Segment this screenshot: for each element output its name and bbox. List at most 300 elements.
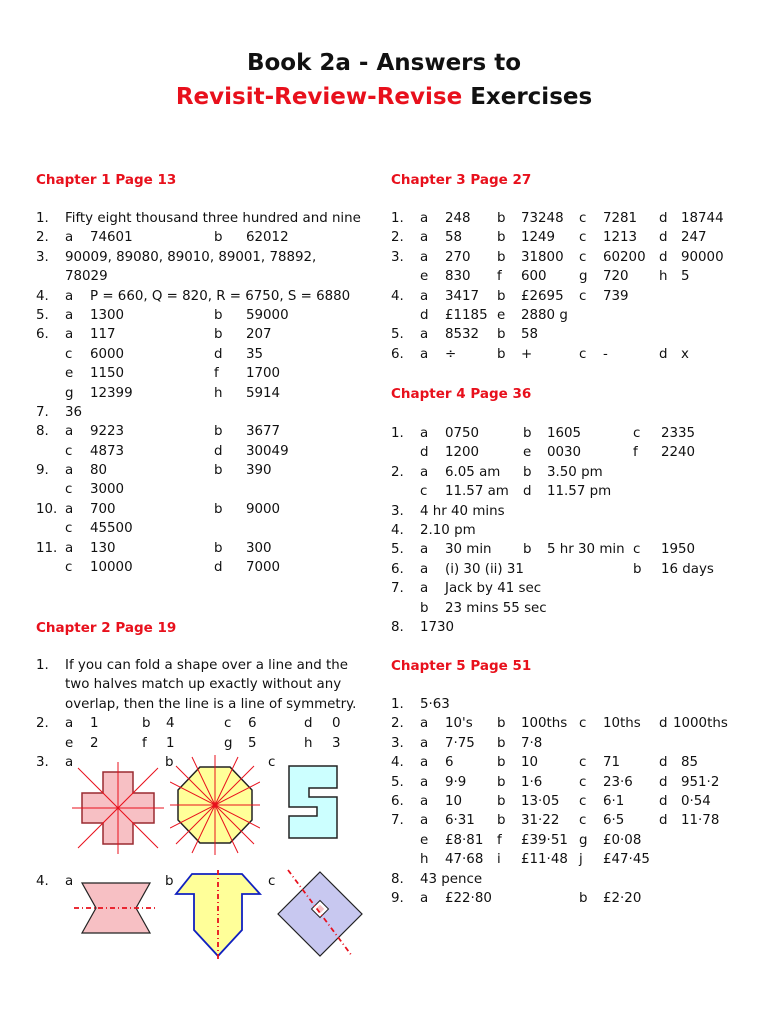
answer-cell: c <box>65 482 73 498</box>
answer-cell: a <box>420 327 429 343</box>
answer-cell: 390 <box>246 463 272 479</box>
answer-cell: b <box>579 890 588 906</box>
answer-cell: 100ths <box>521 716 568 732</box>
answer-row <box>36 403 386 422</box>
answer-cell: g <box>65 385 74 401</box>
answer-cell: 1000ths <box>673 716 728 732</box>
answer-cell: a <box>420 793 429 809</box>
answer-cell: 5. <box>36 307 49 323</box>
answer-cell: a <box>65 327 74 343</box>
answer-row <box>391 267 761 286</box>
answer-cell: c <box>579 755 587 771</box>
answer-cell: 7·8 <box>521 735 543 751</box>
answer-cell: b <box>497 813 506 829</box>
answer-cell: b <box>214 327 223 343</box>
answer-row <box>391 325 761 344</box>
answer-cell: 11.57 pm <box>547 484 612 500</box>
answer-cell: g <box>579 832 588 848</box>
answer-cell: c <box>65 521 73 537</box>
hourglass-shape-diagram <box>70 875 160 945</box>
chapter-1-heading: Chapter 1 Page 13 <box>36 172 177 188</box>
answer-cell: a <box>420 211 429 226</box>
answer-cell: 6. <box>36 327 49 343</box>
answer-row <box>391 209 761 228</box>
answer-cell: 9223 <box>90 424 125 440</box>
answer-cell: 7. <box>391 813 404 829</box>
answer-cell: c <box>579 716 587 732</box>
answer-cell: 6 <box>248 716 257 732</box>
answer-row <box>36 364 386 383</box>
answer-cell: 0·54 <box>681 793 711 809</box>
answer-cell: c <box>633 542 641 558</box>
answer-cell: 117 <box>90 327 116 343</box>
answer-cell: 6·5 <box>603 813 625 829</box>
answer-cell: £39·51 <box>521 832 568 848</box>
answer-cell: d <box>659 755 668 771</box>
answer-cell: 0 <box>332 716 341 732</box>
answer-cell: b <box>214 307 223 323</box>
answer-cell: e <box>420 832 429 848</box>
answer-cell: - <box>603 346 608 362</box>
answer-cell: 1. <box>36 658 49 673</box>
answer-cell: c <box>579 774 587 790</box>
answer-cell: 207 <box>246 327 272 343</box>
answer-cell: 5 <box>248 735 257 751</box>
answer-cell: £2695 <box>521 288 564 304</box>
answer-cell: a <box>420 426 429 441</box>
answer-cell: e <box>523 445 532 461</box>
answer-cell: 5. <box>391 774 404 790</box>
answer-cell: c <box>65 443 73 459</box>
answer-cell: 90000 <box>681 249 724 265</box>
answer-cell: 43 pence <box>420 871 483 887</box>
answer-cell: d <box>304 716 313 732</box>
answer-cell: a <box>420 774 429 790</box>
answer-cell: f <box>497 269 502 285</box>
answer-cell: 4 hr 40 mins <box>420 503 505 519</box>
answer-cell: f <box>142 735 147 751</box>
answer-cell: 2. <box>391 464 404 480</box>
answer-cell: two halves match up exactly without any <box>65 677 342 693</box>
answer-cell: a <box>65 230 74 246</box>
answer-row <box>391 228 761 247</box>
answer-cell: 1700 <box>246 366 281 382</box>
answer-cell: 11.57 am <box>445 484 509 500</box>
answer-row <box>36 500 386 519</box>
answer-cell: d <box>659 346 668 362</box>
answer-cell: 5·63 <box>420 697 450 712</box>
answer-cell: d <box>659 249 668 265</box>
answer-cell: + <box>521 346 533 362</box>
answer-row <box>391 306 761 325</box>
answer-cell: £2·20 <box>603 890 642 906</box>
answer-cell: Jack by 41 sec <box>445 581 542 597</box>
answer-row <box>391 618 761 637</box>
answer-cell: d <box>420 445 429 461</box>
answer-cell: 830 <box>445 269 471 285</box>
answer-cell: 4 <box>166 716 175 732</box>
answer-cell: 1. <box>391 426 404 441</box>
answer-cell: 9000 <box>246 501 281 517</box>
answer-cell: 1. <box>391 697 404 712</box>
answer-row <box>36 384 386 403</box>
chapter-1-answers <box>36 209 386 577</box>
page-title-line1: Book 2a - Answers to <box>246 50 522 76</box>
answer-cell: 1730 <box>420 619 455 635</box>
answer-cell: 270 <box>445 249 471 265</box>
answer-cell: h <box>659 269 668 285</box>
answer-row <box>391 463 761 482</box>
chapter-3-heading: Chapter 3 Page 27 <box>391 172 532 188</box>
answer-cell: c <box>633 426 641 441</box>
answer-cell: 12399 <box>90 385 133 401</box>
answer-row <box>36 539 386 558</box>
answer-cell: d <box>523 484 532 500</box>
answer-cell: a <box>65 288 74 304</box>
answer-cell: b <box>497 346 506 362</box>
answer-cell: a <box>420 346 429 362</box>
answer-cell: e <box>420 269 429 285</box>
title-rest: Exercises <box>470 84 593 110</box>
answer-cell: 31800 <box>521 249 564 265</box>
cross-shape-diagram <box>70 760 166 856</box>
answer-cell: 3. <box>391 503 404 519</box>
answer-row <box>36 287 386 306</box>
answer-cell: a <box>420 230 429 246</box>
answer-cell: 74601 <box>90 230 133 246</box>
answer-row <box>391 599 761 618</box>
answer-cell: d <box>659 230 668 246</box>
answer-row <box>36 345 386 364</box>
answer-cell: 7281 <box>603 211 638 226</box>
answer-cell: d <box>214 443 223 459</box>
answer-cell: g <box>579 269 588 285</box>
answer-row <box>36 422 386 441</box>
answer-cell: a <box>420 288 429 304</box>
answer-row <box>391 811 761 830</box>
answer-cell: 58 <box>521 327 539 343</box>
answer-cell: b <box>214 501 223 517</box>
answer-cell: 80 <box>90 463 108 479</box>
answer-cell: ÷ <box>445 346 457 362</box>
answer-cell: 2. <box>36 716 49 732</box>
chapter-5-answers <box>391 695 761 908</box>
answer-row <box>391 889 761 908</box>
answer-cell: b <box>497 288 506 304</box>
answer-cell: 2880 g <box>521 307 568 323</box>
answer-row <box>391 345 761 364</box>
answer-cell: h <box>420 852 429 868</box>
answer-cell: 16 days <box>661 561 714 577</box>
answer-cell: 8. <box>391 871 404 887</box>
answer-row <box>391 424 761 443</box>
answer-cell: 6.05 am <box>445 464 501 480</box>
answer-cell: 7·75 <box>445 735 475 751</box>
answer-cell: g <box>224 735 233 751</box>
answer-cell: 78029 <box>65 269 108 285</box>
answer-cell: 1·6 <box>521 774 543 790</box>
answer-cell: f <box>633 445 638 461</box>
answer-cell: a <box>65 501 74 517</box>
answer-row <box>36 656 386 675</box>
answer-row <box>391 521 761 540</box>
answer-cell: 7000 <box>246 560 281 576</box>
answer-cell: (i) 30 (ii) 31 <box>445 561 524 577</box>
answer-cell: b <box>497 716 506 732</box>
answer-cell: £22·80 <box>445 890 492 906</box>
answer-cell: b <box>497 755 506 771</box>
answer-row <box>36 442 386 461</box>
answer-cell: 739 <box>603 288 629 304</box>
answer-row <box>391 870 761 889</box>
answer-cell: 130 <box>90 540 116 556</box>
answer-cell: 4. <box>391 522 404 538</box>
answer-cell: If you can fold a shape over a line and the <box>65 658 349 673</box>
answer-cell: a <box>65 540 74 556</box>
answer-cell: b <box>214 424 223 440</box>
answer-cell: 11. <box>36 540 58 556</box>
answer-cell: 9·9 <box>445 774 467 790</box>
answer-cell: 31·22 <box>521 813 560 829</box>
answer-cell: h <box>304 735 313 751</box>
answer-cell: 3 <box>332 735 341 751</box>
answer-row <box>36 325 386 344</box>
answer-cell: P = 660, Q = 820, R = 6750, S = 6880 <box>90 288 351 304</box>
answer-cell: d <box>659 813 668 829</box>
s-shape-diagram <box>285 762 341 842</box>
answer-cell: £1185 <box>445 307 488 323</box>
answer-cell: d <box>214 560 223 576</box>
answer-cell: 58 <box>445 230 463 246</box>
answer-cell: d <box>420 307 429 323</box>
answer-cell: c <box>420 484 428 500</box>
answer-cell: a <box>420 464 429 480</box>
answer-cell: 9. <box>36 463 49 479</box>
answer-cell: 4873 <box>90 443 125 459</box>
answer-cell: 30049 <box>246 443 289 459</box>
answer-cell: 30 min <box>445 542 492 558</box>
answer-cell: overlap, then the line is a line of symmetry. <box>65 696 357 712</box>
answer-row <box>36 461 386 480</box>
answer-cell: b <box>497 327 506 343</box>
answer-cell: c <box>65 560 73 576</box>
answer-cell: £0·08 <box>603 832 642 848</box>
answer-row <box>36 675 386 694</box>
answer-cell: 1. <box>36 211 49 226</box>
answer-cell: 3000 <box>90 482 125 498</box>
answer-cell: e <box>65 735 74 751</box>
answer-cell: a <box>420 735 429 751</box>
answer-cell: 4. <box>391 288 404 304</box>
answer-row <box>391 714 761 733</box>
answer-cell: 10's <box>445 716 473 732</box>
answer-cell: 2. <box>391 230 404 246</box>
answer-cell: 9. <box>391 890 404 906</box>
answer-cell: 47·68 <box>445 852 484 868</box>
answer-cell: 1200 <box>445 445 480 461</box>
answer-row <box>36 519 386 538</box>
answer-cell: f <box>497 832 502 848</box>
answer-cell: 8. <box>391 619 404 635</box>
answer-cell: 23 mins 55 sec <box>445 600 547 616</box>
chapter-2-answers <box>36 656 386 753</box>
answer-cell: 1 <box>90 716 99 732</box>
answer-cell: 3.50 pm <box>547 464 603 480</box>
answer-cell: c <box>579 346 587 362</box>
answer-cell: b <box>497 735 506 751</box>
answer-cell: a <box>420 581 429 597</box>
answer-cell: b <box>420 600 429 616</box>
answer-cell: 62012 <box>246 230 289 246</box>
answer-cell: Fifty eight thousand three hundred and nine <box>65 211 361 226</box>
answer-row <box>391 695 761 714</box>
answer-cell: 5. <box>391 542 404 558</box>
answer-cell: 7. <box>391 581 404 597</box>
chapter-3-answers <box>391 209 761 364</box>
answer-cell: 5 <box>681 269 690 285</box>
answer-row <box>391 560 761 579</box>
answer-row <box>391 502 761 521</box>
answer-cell: 3. <box>391 249 404 265</box>
answer-row <box>36 480 386 499</box>
answer-cell: a <box>420 561 429 577</box>
answer-cell: 45500 <box>90 521 133 537</box>
answer-row <box>391 287 761 306</box>
answer-cell: a <box>420 542 429 558</box>
answer-cell: 60200 <box>603 249 646 265</box>
answer-cell: 71 <box>603 755 621 771</box>
answer-cell: 3677 <box>246 424 281 440</box>
diamond-shape-diagram <box>274 868 366 960</box>
answer-cell: a <box>420 813 429 829</box>
answer-row <box>36 267 386 286</box>
answer-row <box>36 209 386 228</box>
answer-cell: j <box>579 852 583 868</box>
answer-cell: 10 <box>445 793 463 809</box>
answer-cell: 59000 <box>246 307 289 323</box>
answer-cell: h <box>214 385 223 401</box>
chapter-4-answers <box>391 424 761 637</box>
answer-cell: b <box>497 793 506 809</box>
answer-cell: d <box>214 346 223 362</box>
answer-cell: d <box>659 774 668 790</box>
answer-cell: 951·2 <box>681 774 720 790</box>
answer-cell: a <box>65 716 74 732</box>
answer-cell: 2240 <box>661 445 696 461</box>
answer-cell: 2. <box>391 716 404 732</box>
answer-cell: 23·6 <box>603 774 633 790</box>
answer-cell: b <box>214 230 223 246</box>
answer-cell: 6·1 <box>603 793 625 809</box>
answer-cell: b <box>523 464 532 480</box>
answer-cell: 2335 <box>661 426 696 441</box>
answer-cell: a <box>65 307 74 323</box>
answer-cell: i <box>497 852 501 868</box>
answer-cell: 600 <box>521 269 547 285</box>
chapter-5-heading: Chapter 5 Page 51 <box>391 658 532 674</box>
answer-row <box>391 831 761 850</box>
answer-cell: £11·48 <box>521 852 568 868</box>
answer-cell: b <box>497 211 506 226</box>
answer-cell: 10000 <box>90 560 133 576</box>
answer-row <box>36 695 386 714</box>
answer-cell: 1605 <box>547 426 582 441</box>
answer-row <box>391 734 761 753</box>
answer-cell: b <box>142 716 151 732</box>
answer-cell: 1300 <box>90 307 125 323</box>
answer-cell: £47·45 <box>603 852 650 868</box>
answer-cell: 10ths <box>603 716 641 732</box>
answer-cell: b <box>497 249 506 265</box>
answer-cell: d <box>659 211 668 226</box>
answer-row <box>391 579 761 598</box>
answer-cell: 2.10 pm <box>420 522 476 538</box>
answer-cell: 5 hr 30 min <box>547 542 625 558</box>
answer-cell: a <box>65 424 74 440</box>
answer-row <box>391 482 761 501</box>
answer-row <box>36 734 386 753</box>
answer-cell: e <box>65 366 74 382</box>
answer-cell: 6·31 <box>445 813 475 829</box>
answer-cell: 13·05 <box>521 793 560 809</box>
answer-cell: 5914 <box>246 385 281 401</box>
answer-cell: 8532 <box>445 327 480 343</box>
answer-cell: d <box>659 793 668 809</box>
answer-cell: c <box>579 230 587 246</box>
answer-cell: a <box>420 716 429 732</box>
answer-cell: 1249 <box>521 230 556 246</box>
answer-cell: e <box>497 307 506 323</box>
answer-cell: 6 <box>445 755 454 771</box>
answer-cell: b <box>633 561 642 577</box>
octagon-shape-diagram <box>170 755 260 855</box>
answer-cell: a <box>420 755 429 771</box>
answer-cell: d <box>659 716 668 732</box>
answer-cell: 3417 <box>445 288 480 304</box>
answer-cell: 300 <box>246 540 272 556</box>
answer-cell: b <box>214 463 223 479</box>
answer-row <box>36 306 386 325</box>
answer-cell: 36 <box>65 404 83 420</box>
answer-row <box>391 753 761 772</box>
answer-cell: 73248 <box>521 211 564 226</box>
answer-cell: 10. <box>36 501 58 517</box>
answer-cell: 35 <box>246 346 264 362</box>
answer-cell: 6. <box>391 561 404 577</box>
answer-cell: b <box>497 774 506 790</box>
answer-row <box>391 443 761 462</box>
answer-cell: 2. <box>36 230 49 246</box>
answer-cell: b <box>523 542 532 558</box>
answer-cell: 6. <box>391 346 404 362</box>
answer-cell: b <box>497 230 506 246</box>
answer-row <box>36 714 386 733</box>
answer-cell: 10 <box>521 755 539 771</box>
answer-cell: 1150 <box>90 366 125 382</box>
answer-cell: 0750 <box>445 426 480 441</box>
answer-cell: 11·78 <box>681 813 720 829</box>
answer-cell: 90009, 89080, 89010, 89001, 78892, <box>65 249 317 265</box>
answer-cell: c <box>579 288 587 304</box>
answer-row <box>36 558 386 577</box>
answer-cell: c <box>579 813 587 829</box>
answer-cell: 2 <box>90 735 99 751</box>
answer-row <box>391 792 761 811</box>
answer-cell: 7. <box>36 404 49 420</box>
title-highlight: Revisit-Review-Revise <box>175 84 463 110</box>
answer-cell: 18744 <box>681 211 724 226</box>
answer-row <box>391 850 761 869</box>
